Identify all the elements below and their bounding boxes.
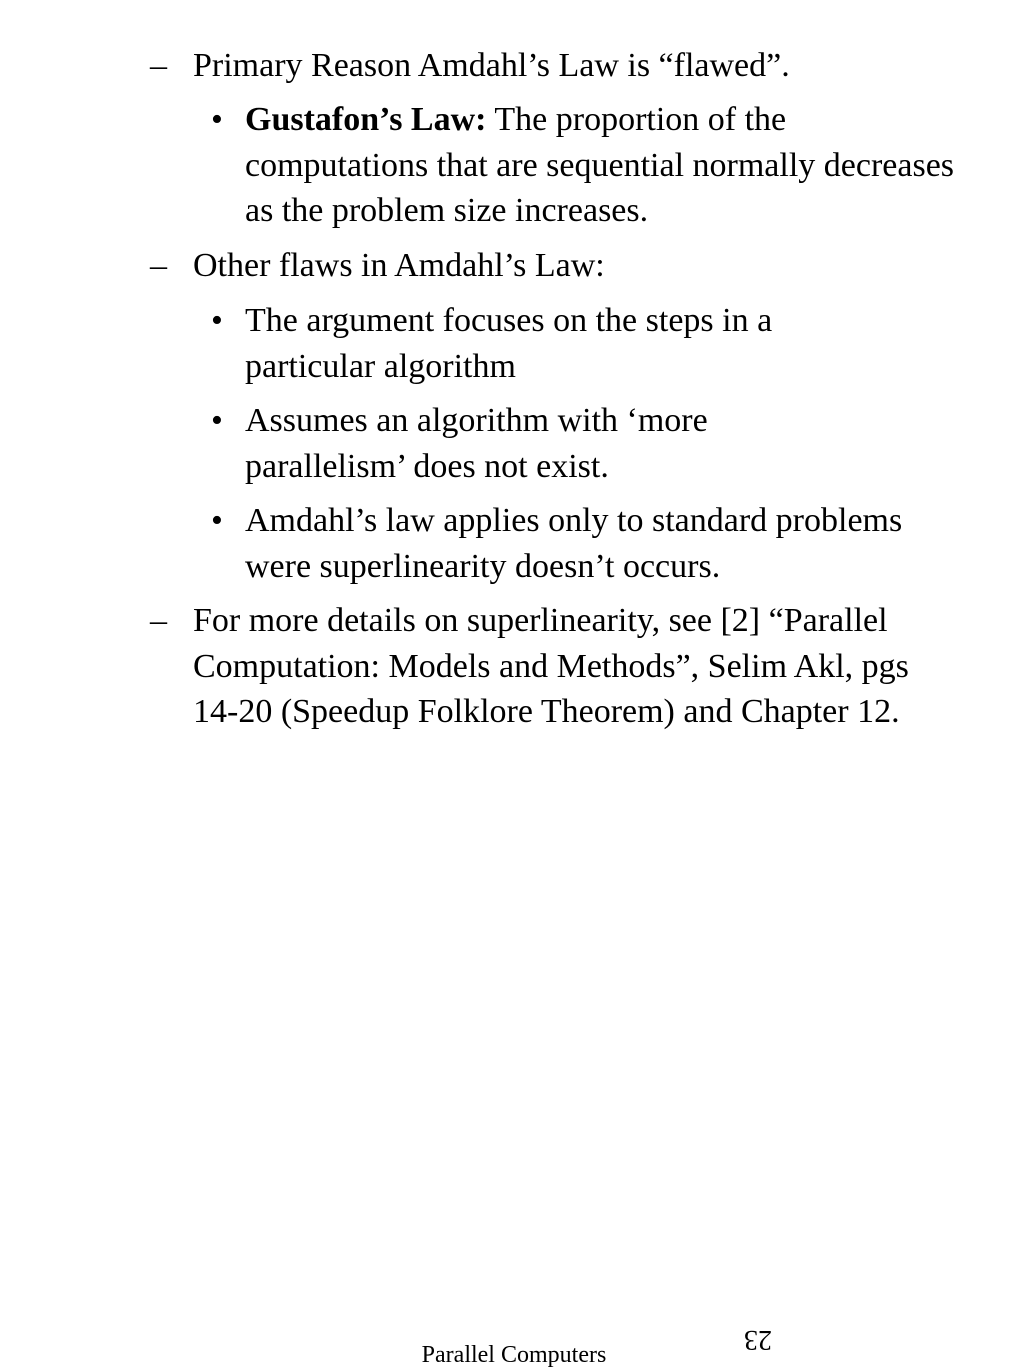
- bullet-item-standard-problems: Amdahl’s law applies only to standard problems were superlinearity doesn’t occurs.: [245, 502, 903, 585]
- dash-marker: –: [150, 247, 167, 284]
- gustafson-law-term: Gustafon’s Law:: [245, 101, 487, 138]
- bullet-marker: •: [211, 502, 223, 539]
- footer-title: Parallel Computers: [421, 1342, 607, 1368]
- dash-marker: –: [150, 47, 167, 84]
- gustafson-law-definition: The proportion of the computations that are sequential normally decreases as the problem size increases.: [245, 101, 955, 229]
- page-number: 23: [744, 1324, 772, 1355]
- bullet-marker: •: [211, 402, 223, 439]
- bullet-item-argument-focus: The argument focuses on the steps in a particular algorithm: [245, 302, 773, 385]
- bullet-item-assumes-algorithm: Assumes an algorithm with ‘more parallelism’ does not exist.: [245, 402, 708, 485]
- dash-item-other-flaws: Other flaws in Amdahl’s Law:: [193, 247, 605, 284]
- dash-marker: –: [150, 602, 167, 639]
- bullet-marker: •: [211, 302, 223, 339]
- bullet-marker: •: [211, 101, 223, 138]
- dash-item-primary-reason: Primary Reason Amdahl’s Law is “flawed”.: [193, 47, 790, 84]
- bullet-item-gustafson-law: [245, 97, 965, 234]
- dash-item-superlinearity-reference: For more details on superlinearity, see [2] “Parallel Computation: Models and Methods”, Selim Akl, pgs 14-20 (Speedup Folklore Theorem) and Chapter 12.: [193, 602, 909, 730]
